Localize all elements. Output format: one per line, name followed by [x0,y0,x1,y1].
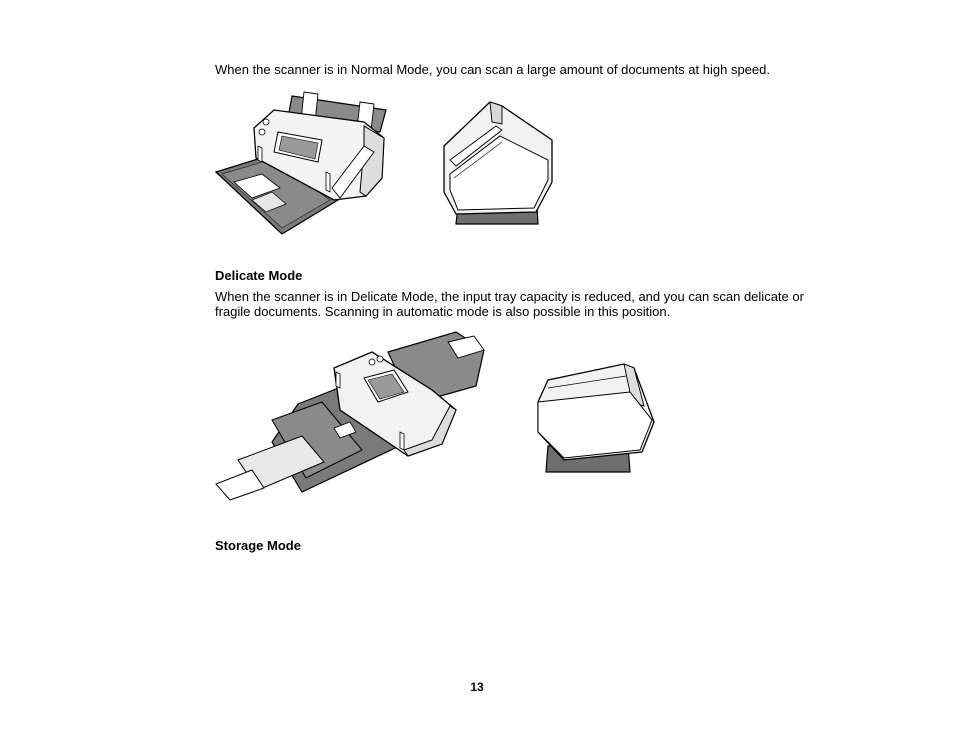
delicate-mode-text-line2: fragile documents. Scanning in automatic mode is also possible in this position. [215,304,671,319]
delicate-mode-text-line1: When the scanner is in Delicate Mode, the input tray capacity is reduced, and you can scan delicate or [215,289,804,304]
scanner-normal-mode-side-illustration [440,100,556,228]
storage-mode-heading: Storage Mode [215,538,301,553]
scanner-delicate-mode-side-illustration [534,362,658,476]
scanner-delicate-mode-front-illustration [212,330,488,502]
normal-mode-text: When the scanner is in Normal Mode, you can scan a large amount of documents at high speed. [215,62,770,77]
scanner-normal-mode-front-illustration [214,88,390,238]
delicate-mode-heading: Delicate Mode [215,268,303,283]
page-number: 13 [470,680,484,694]
